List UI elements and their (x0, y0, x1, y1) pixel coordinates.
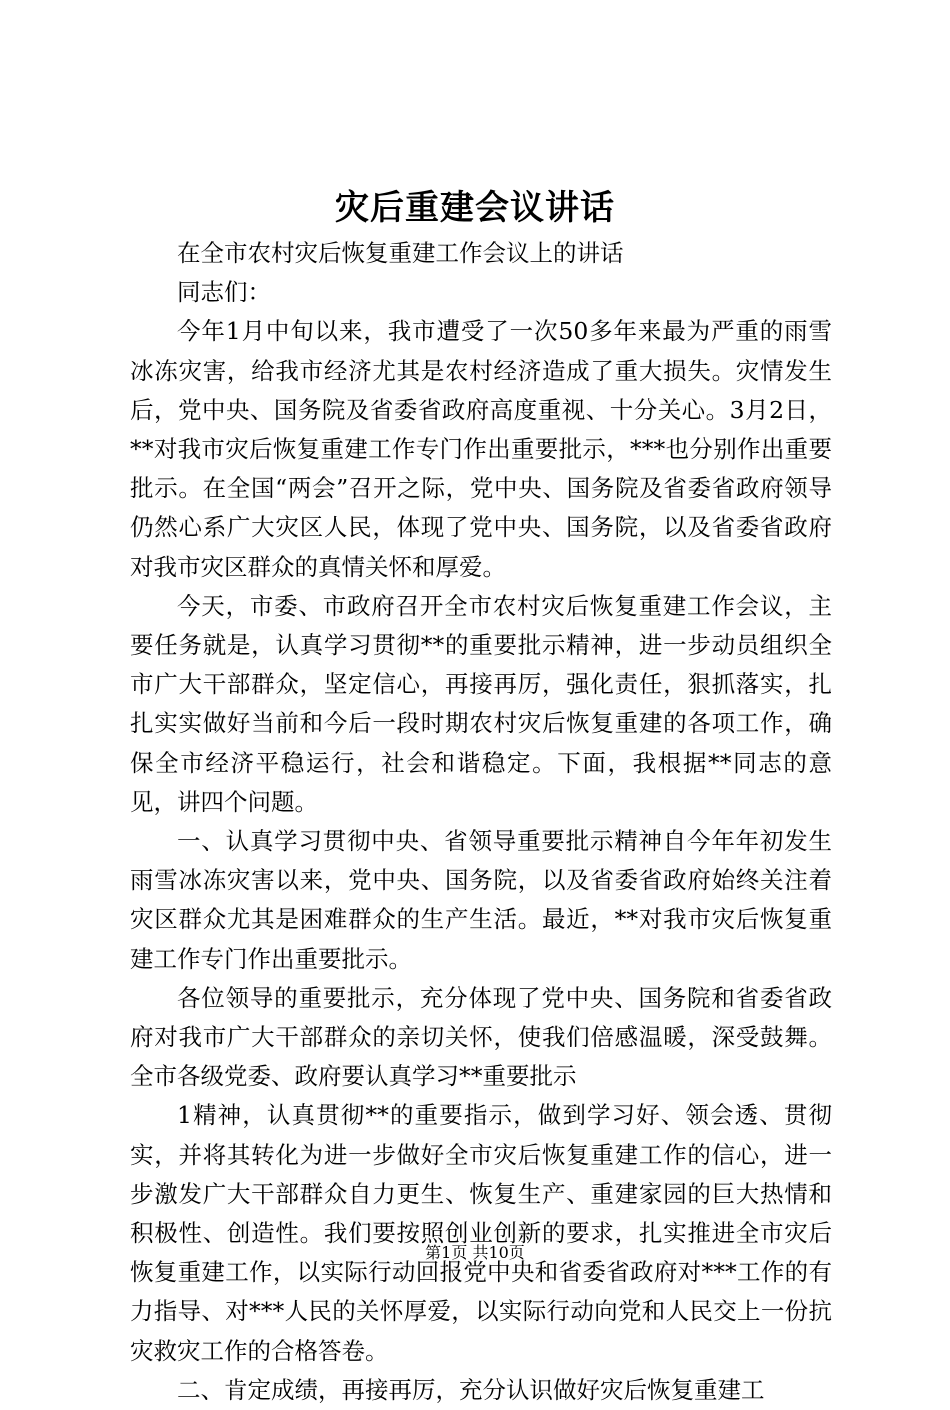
body-paragraph: 各位领导的重要批示，充分体现了党中央、国务院和省委省政府对我市广大干部群众的亲切关怀，使我们倍感温暖，深受鼓舞。全市各级党委、政府要认真学习**重要批示 (130, 983, 832, 1091)
page-footer: 第1页 共10页 (425, 1243, 525, 1262)
body-paragraph: 二、肯定成绩，再接再厉，充分认识做好灾后恢复重建工 (177, 1375, 765, 1404)
body-paragraph: 一、认真学习贯彻中央、省领导重要批示精神自今年年初发生雨雪冰冻灾害以来，党中央、国务院，以及省委省政府始终关注着灾区群众尤其是困难群众的生产生活。最近，**对我市灾后恢复重建工作专门作出重要批示。 (130, 827, 832, 973)
body-paragraph: 今年1月中旬以来，我市遭受了一次50多年来最为严重的雨雪冰冻灾害，给我市经济尤其是农村经济造成了重大损失。灾情发生后，党中央、国务院及省委省政府高度重视、十分关心。3月2日，**对我市灾后恢复重建工作专门作出重要批示，***也分别作出重要批示。在全国“两会”召开之际，党中央、国务院及省委省政府领导仍然心系广大灾区人民，体现了党中央、国务院，以及省委省政府对我市灾区群众的真情关怀和厚爱。 (130, 317, 832, 581)
document-body (130, 234, 832, 1410)
speech-subtitle: 在全市农村灾后恢复重建工作会议上的讲话 (177, 239, 624, 267)
document-title: 灾后重建会议讲话 (335, 188, 615, 228)
body-paragraph: 1精神，认真贯彻**的重要指示，做到学习好、领会透、贯彻实，并将其转化为进一步做好全市灾后恢复重建工作的信心，进一步激发广大干部群众自力更生、恢复生产、重建家园的巨大热情和积极性、创造性。我们要按照创业创新的要求，扎实推进全市灾后恢复重建工作，以实际行动回报党中央和省委省政府对***工作的有力指导、对***人民的关怀厚爱，以实际行动向党和人民交上一份抗灾救灾工作的合格答卷。 (130, 1101, 832, 1365)
body-paragraph: 今天，市委、市政府召开全市农村灾后恢复重建工作会议，主要任务就是，认真学习贯彻**的重要批示精神，进一步动员组织全市广大干部群众，坚定信心，再接再厉，强化责任，狠抓落实，扎扎实实做好当前和今后一段时期农村灾后恢复重建的各项工作，确保全市经济平稳运行，社会和谐稳定。下面，我根据**同志的意见，讲四个问题。 (130, 591, 832, 816)
salutation: 同志们： (177, 278, 271, 307)
